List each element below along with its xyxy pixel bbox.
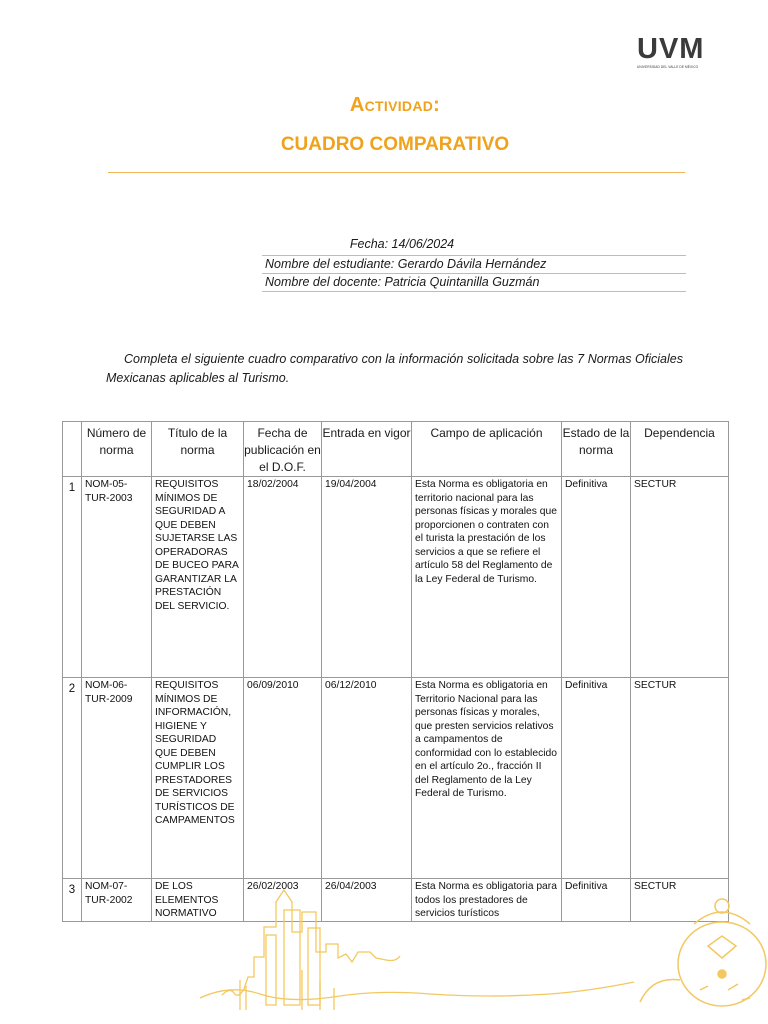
- norm-agency: SECTUR: [631, 477, 729, 678]
- norm-status: Definitiva: [562, 477, 631, 678]
- logo-text: UVM: [637, 33, 705, 65]
- norm-status: Definitiva: [562, 879, 631, 922]
- norm-agency: SECTUR: [631, 678, 729, 879]
- norm-status: Definitiva: [562, 678, 631, 879]
- effective-date: 26/04/2003: [322, 879, 412, 922]
- effective-date: 19/04/2004: [322, 477, 412, 678]
- logo-subtitle: UNIVERSIDAD DEL VALLE DE MÉXICO: [637, 65, 699, 69]
- table-header-row: [63, 422, 729, 477]
- header-index: [63, 422, 82, 477]
- norm-title: REQUISITOS MÍNIMOS DE INFORMACIÓN, HIGIENE Y SEGURIDAD QUE DEBEN CUMPLIR LOS PRESTADORES DE SERVICIOS TURÍSTICOS DE CAMPAMENTOS: [152, 678, 244, 879]
- norm-number: NOM-06-TUR-2009: [82, 678, 152, 879]
- norm-title: DE LOS ELEMENTOS NORMATIVO: [152, 879, 244, 922]
- norm-agency: SECTUR: [631, 879, 729, 922]
- norm-number: NOM-07-TUR-2002: [82, 879, 152, 922]
- scope-text: Esta Norma es obligatoria en territorio nacional para las personas físicas y morales que proporcionen o contraten con el turista la prestación de los servicios a que se refiere el artículo 58 del Reglamento de la Ley Federal de Turismo.: [412, 477, 562, 678]
- publication-date: 18/02/2004: [244, 477, 322, 678]
- student-name: Nombre del estudiante: Gerardo Dávila Hernández: [262, 255, 686, 274]
- info-box: [262, 255, 686, 292]
- scope-text: Esta Norma es obligatoria para todos los prestadores de servicios turísticos: [412, 879, 562, 922]
- header-title: Título de la norma: [152, 422, 244, 477]
- header-publication: Fecha de publicación en el D.O.F.: [244, 422, 322, 477]
- row-index: 3: [63, 879, 82, 922]
- row-index: 2: [63, 678, 82, 879]
- city-skyline-illustration: [200, 890, 634, 1010]
- row-index: 1: [63, 477, 82, 678]
- comparative-table: [62, 421, 729, 922]
- table-row: [63, 678, 729, 879]
- header-effective: Entrada en vigor: [322, 422, 412, 477]
- document-title: CUADRO COMPARATIVO: [280, 134, 510, 155]
- decorative-footer: [0, 870, 768, 1024]
- publication-date: 06/09/2010: [244, 678, 322, 879]
- uvm-logo: [637, 34, 721, 69]
- teapot-illustration: [640, 899, 766, 1006]
- header-scope: Campo de aplicación: [412, 422, 562, 477]
- header-number: Número de norma: [82, 422, 152, 477]
- table-row: [63, 477, 729, 678]
- norm-title: REQUISITOS MÍNIMOS DE SEGURIDAD A QUE DEBEN SUJETARSE LAS OPERADORAS DE BUCEO PARA GARANTIZAR LA PRESTACIÓN DEL SERVICIO.: [152, 477, 244, 678]
- publication-date: 26/02/2003: [244, 879, 322, 922]
- norm-number: NOM-05-TUR-2003: [82, 477, 152, 678]
- header-agency: Dependencia: [631, 422, 729, 477]
- instructions: Completa el siguiente cuadro comparativo con la información solicitada sobre las 7 Normas Oficiales Mexicanas aplicables al Turismo.: [106, 352, 683, 385]
- date-label: Fecha: 14/06/2024: [349, 237, 455, 251]
- activity-title: Actividad:: [349, 94, 441, 116]
- teacher-name: Nombre del docente: Patricia Quintanilla Guzmán: [262, 274, 686, 292]
- header-status: Estado de la norma: [562, 422, 631, 477]
- effective-date: 06/12/2010: [322, 678, 412, 879]
- title-divider: [108, 172, 685, 173]
- scope-text: Esta Norma es obligatoria en Territorio Nacional para las personas físicas y morales, que presten servicios relativos a campamentos de conformidad con lo establecido en el artículo 2o., fracción II del Reglamento de la Ley Federal de Turismo.: [412, 678, 562, 879]
